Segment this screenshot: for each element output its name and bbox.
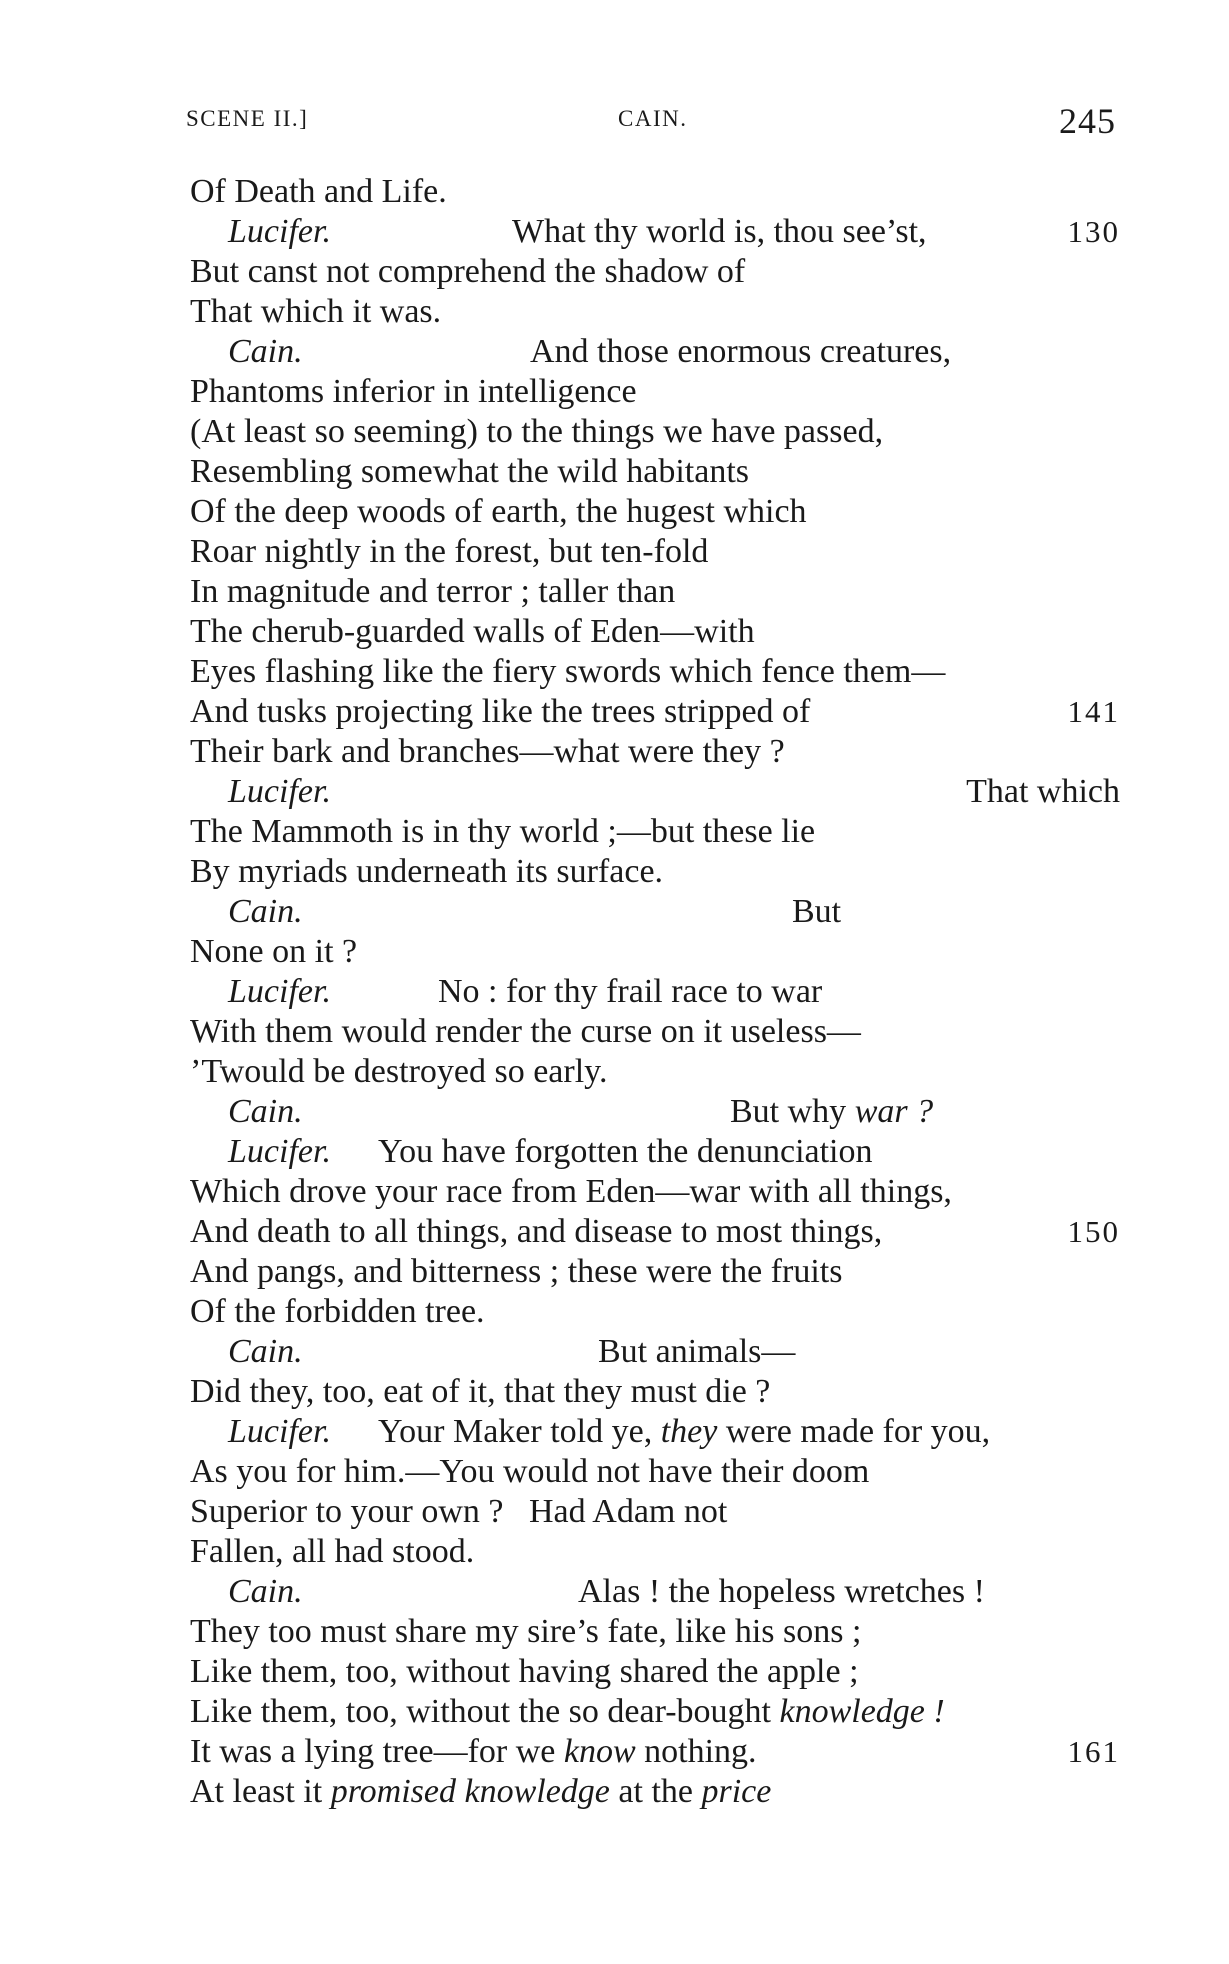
line-text: Like them, too, without the so dear-bought	[190, 1693, 771, 1730]
line-text: Their bark and branches—what were they ?	[190, 733, 785, 770]
verse-line	[190, 1372, 1120, 1412]
line-text: But canst not comprehend the shadow of	[190, 253, 746, 290]
line-text: The Mammoth is in thy world ;—but these lie	[190, 813, 816, 850]
emphasis-text: war ?	[854, 1093, 934, 1130]
verse-line	[190, 1212, 1120, 1252]
speaker-name: Lucifer.	[228, 1413, 331, 1450]
speaker-line	[190, 972, 1120, 1012]
line-text: By myriads underneath its surface.	[190, 853, 664, 890]
verse-line	[190, 452, 1120, 492]
verse-line	[190, 532, 1120, 572]
line-text: Eyes flashing like the fiery swords which fence them—	[190, 653, 946, 690]
line-text: nothing.	[644, 1733, 757, 1770]
speaker-name: Cain.	[228, 1333, 303, 1370]
line-text: And death to all things, and disease to most things,	[190, 1213, 883, 1250]
verse-line	[190, 652, 1120, 692]
line-number: 150	[1067, 1214, 1120, 1249]
line-text: And those enormous creatures,	[530, 333, 952, 370]
speaker-line	[190, 1412, 1120, 1452]
running-header	[186, 100, 1116, 140]
speaker-line	[190, 332, 1120, 372]
speaker-name: Cain.	[228, 893, 303, 930]
line-text: Resembling somewhat the wild habitants	[190, 453, 750, 490]
verse-line	[190, 732, 1120, 772]
speech	[378, 1412, 990, 1452]
line-text: That which it was.	[190, 293, 442, 330]
emphasis-text: knowledge !	[779, 1693, 945, 1730]
line-text: At least it	[190, 1773, 323, 1810]
speaker-name: Lucifer.	[228, 973, 331, 1010]
verse-line	[190, 1452, 1120, 1492]
line-text: But	[792, 893, 842, 930]
verse-line	[190, 1172, 1120, 1212]
speaker-name: Lucifer.	[228, 1133, 331, 1170]
emphasis-text: they	[660, 1413, 718, 1450]
running-title: CAIN.	[618, 106, 688, 131]
verse-line	[190, 1612, 1120, 1652]
line-text: You have forgotten the denunciation	[378, 1133, 873, 1170]
line-text: Your Maker told ye,	[378, 1413, 653, 1450]
speaker-name: Lucifer.	[228, 773, 331, 810]
line-text: What thy world is, thou see’st,	[512, 213, 927, 250]
line-text: ’Twould be destroyed so early.	[190, 1053, 608, 1090]
speaker-line	[190, 892, 1120, 932]
verse-line	[190, 252, 1120, 292]
verse-line	[190, 292, 1120, 332]
speaker-line	[190, 772, 1120, 812]
line-text: Superior to your own ? Had Adam not	[190, 1493, 728, 1530]
line-number: 141	[1067, 694, 1120, 729]
line-text: (At least so seeming) to the things we have passed,	[190, 413, 884, 450]
speaker-name: Cain.	[228, 1573, 303, 1610]
line-text: Which drove your race from Eden—war with all things,	[190, 1173, 952, 1210]
speaker-line	[190, 1332, 1120, 1372]
line-text: And tusks projecting like the trees stripped of	[190, 693, 811, 730]
line-text: But why	[730, 1093, 847, 1130]
line-text: They too must share my sire’s fate, like his sons ;	[190, 1613, 862, 1650]
line-number: 161	[1067, 1734, 1120, 1769]
verse-line	[190, 1492, 1120, 1532]
speaker-line	[190, 212, 1120, 252]
speaker-name: Lucifer.	[228, 213, 331, 250]
verse-line	[190, 852, 1120, 892]
line-text: The cherub-guarded walls of Eden—with	[190, 613, 755, 650]
line-text: None on it ?	[190, 933, 358, 970]
line-text: But animals—	[598, 1333, 796, 1370]
speaker-line	[190, 1572, 1120, 1612]
line-text: It was a lying tree—for we	[190, 1733, 556, 1770]
line-text: Of the deep woods of earth, the hugest which	[190, 493, 807, 530]
verse-line	[190, 492, 1120, 532]
line-text: Fallen, all had stood.	[190, 1533, 475, 1570]
scene-marker: SCENE II.]	[186, 106, 309, 131]
verse-line	[190, 172, 1120, 212]
speaker-name: Cain.	[228, 1093, 303, 1130]
verse-line	[190, 812, 1120, 852]
line-text: Did they, too, eat of it, that they must die ?	[190, 1373, 771, 1410]
verse-line	[190, 1292, 1120, 1332]
verse-line	[190, 1772, 1120, 1812]
line-text: No : for thy frail race to war	[438, 973, 823, 1010]
speech	[730, 1092, 933, 1132]
verse-line	[190, 1732, 1120, 1772]
page-number: 245	[1059, 101, 1116, 141]
verse-line	[190, 372, 1120, 412]
verse-line	[190, 572, 1120, 612]
speaker-line	[190, 1132, 1120, 1172]
line-text: Like them, too, without having shared the apple ;	[190, 1653, 859, 1690]
line-number: 130	[1067, 214, 1120, 249]
line-text: And pangs, and bitterness ; these were the fruits	[190, 1253, 843, 1290]
verse-line	[190, 932, 1120, 972]
verse-line	[190, 412, 1120, 452]
line-text: at the	[618, 1773, 693, 1810]
verse-line	[190, 692, 1120, 732]
line-text: Alas ! the hopeless wretches !	[578, 1573, 985, 1610]
line-text: Roar nightly in the forest, but ten-fold	[190, 533, 709, 570]
line-text: In magnitude and terror ; taller than	[190, 573, 676, 610]
verse-line	[190, 1052, 1120, 1092]
speaker-line	[190, 1092, 1120, 1132]
line-text: Phantoms inferior in intelligence	[190, 373, 637, 410]
emphasis-text: price	[701, 1773, 772, 1810]
verse-line	[190, 1252, 1120, 1292]
speaker-name: Cain.	[228, 333, 303, 370]
verse-text	[190, 172, 1120, 1812]
verse-line	[190, 1652, 1120, 1692]
verse-line	[190, 1012, 1120, 1052]
line-text: were made for you,	[725, 1413, 991, 1450]
line-text: Of Death and Life.	[190, 173, 447, 210]
emphasis-text: know	[563, 1733, 636, 1770]
verse-line	[190, 1692, 1120, 1732]
verse-line	[190, 1532, 1120, 1572]
line-text: Of the forbidden tree.	[190, 1293, 485, 1330]
emphasis-text: promised knowledge	[330, 1773, 610, 1810]
line-text: As you for him.—You would not have their doom	[190, 1453, 870, 1490]
verse-line	[190, 612, 1120, 652]
line-text: That which	[966, 773, 1120, 810]
line-text: With them would render the curse on it useless—	[190, 1013, 861, 1050]
